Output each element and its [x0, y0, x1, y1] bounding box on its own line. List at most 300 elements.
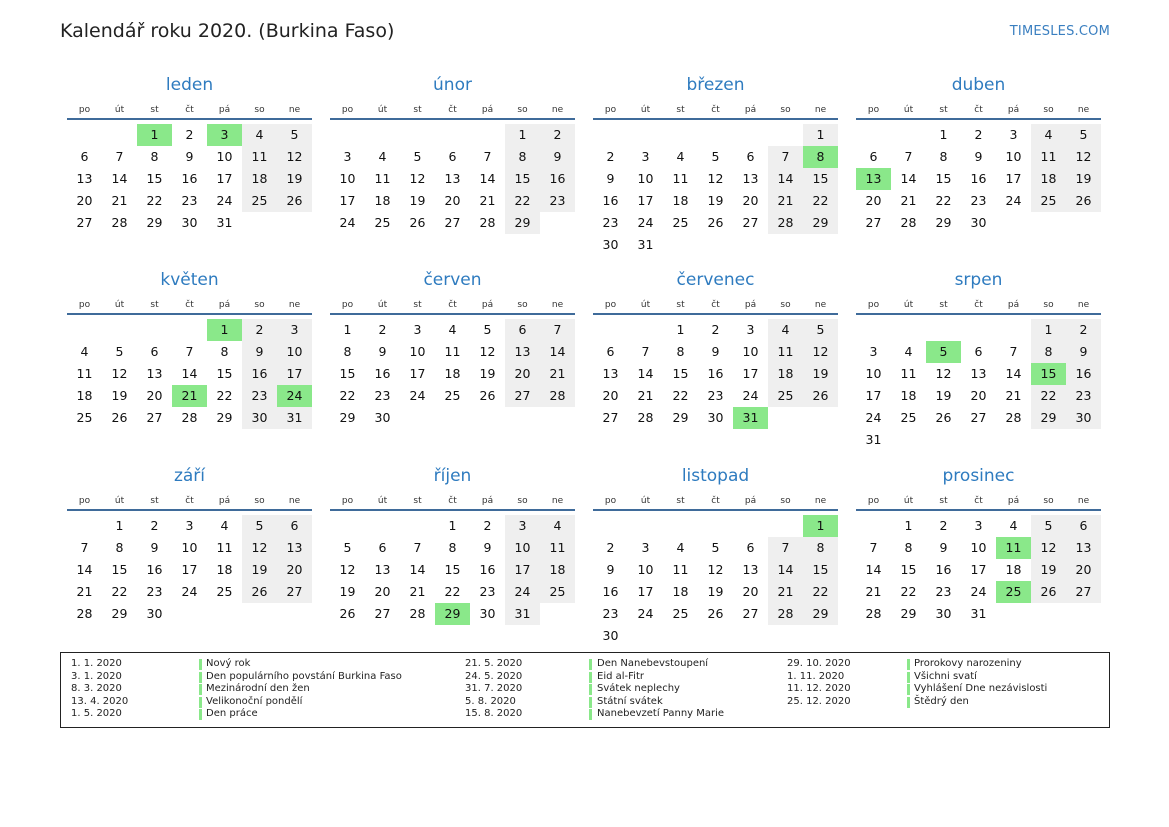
week-row: [330, 385, 575, 407]
day-cell: 15: [672, 366, 689, 381]
day-cell: 15: [935, 171, 952, 186]
day-cell: 26: [707, 606, 724, 621]
empty-day-cell: [628, 319, 663, 341]
weekday-label: ne: [1077, 496, 1090, 506]
empty-day-cell: [593, 319, 628, 341]
day-cell: 28: [111, 215, 128, 230]
day-cell: 15: [900, 562, 917, 577]
empty-day-cell: [768, 407, 803, 429]
legend-date: 31. 7. 2020: [465, 683, 523, 695]
weekday-label: st: [150, 496, 159, 506]
day-cell: 7: [80, 540, 89, 555]
empty-day-cell: [470, 124, 505, 146]
empty-day-cell: [137, 319, 172, 341]
weekday-label: po: [867, 496, 880, 506]
day-cell: 18: [1005, 562, 1022, 577]
empty-day-cell: [996, 212, 1031, 234]
weekday-label: pá: [744, 105, 757, 115]
week-row: [67, 581, 312, 603]
empty-day-cell: [996, 319, 1031, 341]
empty-day-cell: [207, 603, 242, 625]
weekday-label: po: [78, 105, 91, 115]
day-cell: 17: [505, 559, 540, 581]
legend-marker: [199, 672, 202, 683]
empty-day-cell: [803, 234, 838, 256]
day-cell: 9: [378, 344, 387, 359]
day-cell: 18: [242, 168, 277, 190]
empty-day-cell: [540, 212, 575, 234]
empty-day-cell: [172, 319, 207, 341]
month-title: říjen: [433, 466, 472, 486]
day-cell: 5: [711, 149, 720, 164]
day-cell: 10: [277, 341, 312, 363]
day-cell: 30: [707, 410, 724, 425]
weekday-label: ne: [288, 496, 301, 506]
day-cell: 22: [672, 388, 689, 403]
weekday-label: čt: [185, 496, 194, 506]
month-title: září: [173, 466, 206, 486]
weekday-header: [330, 104, 575, 120]
legend-date: 29. 10. 2020: [787, 658, 851, 669]
weekday-header: [593, 495, 838, 511]
day-cell: 24: [637, 215, 654, 230]
weekday-label: so: [780, 105, 791, 115]
legend-date: 1. 1. 2020: [71, 658, 122, 669]
day-cell: 31: [216, 215, 233, 230]
legend-marker: [907, 659, 910, 670]
site-link[interactable]: TIMESLES.COM: [1009, 24, 1110, 39]
day-cell: 2: [378, 322, 387, 337]
week-row: [67, 124, 312, 146]
day-cell: 1: [803, 124, 838, 146]
weekday-header: [856, 495, 1101, 511]
week-row: [593, 124, 838, 146]
day-cell: 10: [409, 344, 426, 359]
weekday-label: ne: [1077, 300, 1090, 310]
day-cell: 13: [146, 366, 163, 381]
day-cell: 5: [277, 124, 312, 146]
holiday-day-cell: 1: [207, 319, 242, 341]
day-cell: 8: [1031, 341, 1066, 363]
weekday-label: út: [903, 496, 914, 506]
day-cell: 7: [641, 344, 650, 359]
month-title: květen: [160, 270, 219, 290]
day-cell: 27: [602, 410, 619, 425]
day-cell: 26: [935, 410, 952, 425]
day-cell: 16: [970, 171, 987, 186]
weekday-label: st: [413, 300, 422, 310]
week-row: [856, 168, 1101, 190]
holiday-day-cell: 15: [1031, 363, 1066, 385]
legend-marker: [589, 672, 592, 683]
empty-day-cell: [733, 124, 768, 146]
day-cell: 9: [483, 540, 492, 555]
empty-day-cell: [628, 124, 663, 146]
weekday-label: čt: [448, 105, 457, 115]
day-cell: 21: [768, 190, 803, 212]
week-row: [593, 341, 838, 363]
day-cell: 21: [768, 581, 803, 603]
day-cell: 20: [865, 193, 882, 208]
week-row: [330, 190, 575, 212]
day-cell: 18: [900, 388, 917, 403]
day-cell: 13: [76, 171, 93, 186]
week-row: [67, 559, 312, 581]
day-cell: 11: [374, 171, 391, 186]
day-cell: 4: [448, 322, 457, 337]
weekday-label: čt: [448, 300, 457, 310]
day-cell: 25: [672, 606, 689, 621]
day-cell: 19: [707, 193, 724, 208]
day-cell: 12: [479, 344, 496, 359]
empty-day-cell: [470, 407, 505, 429]
weekday-label: pá: [744, 496, 757, 506]
day-cell: 13: [742, 171, 759, 186]
day-cell: 5: [1066, 124, 1101, 146]
day-cell: 23: [602, 215, 619, 230]
day-cell: 6: [746, 149, 755, 164]
day-cell: 12: [803, 341, 838, 363]
empty-day-cell: [172, 603, 207, 625]
day-cell: 17: [637, 193, 654, 208]
day-cell: 25: [374, 215, 391, 230]
day-cell: 10: [181, 540, 198, 555]
weekday-label: so: [254, 105, 265, 115]
day-cell: 9: [606, 562, 615, 577]
day-cell: 21: [540, 363, 575, 385]
day-cell: 24: [865, 410, 882, 425]
holiday-day-cell: 8: [803, 146, 838, 168]
empty-day-cell: [698, 625, 733, 647]
legend-date: 5. 8. 2020: [465, 695, 516, 707]
day-cell: 29: [146, 215, 163, 230]
legend-date: 25. 12. 2020: [787, 695, 851, 707]
weekday-label: ne: [1077, 105, 1090, 115]
weekday-label: so: [254, 496, 265, 506]
weekday-label: út: [640, 300, 651, 310]
day-cell: 2: [540, 124, 575, 146]
day-cell: 2: [185, 127, 194, 142]
day-cell: 7: [540, 319, 575, 341]
empty-day-cell: [698, 234, 733, 256]
week-row: [330, 168, 575, 190]
day-cell: 26: [409, 215, 426, 230]
week-row: [593, 319, 838, 341]
day-cell: 13: [505, 341, 540, 363]
week-row: [593, 212, 838, 234]
day-cell: 6: [869, 149, 878, 164]
day-cell: 14: [768, 559, 803, 581]
day-cell: 21: [409, 584, 426, 599]
day-cell: 13: [602, 366, 619, 381]
day-cell: 5: [115, 344, 124, 359]
day-cell: 30: [181, 215, 198, 230]
week-row: [67, 168, 312, 190]
legend-holiday-name: Velikonoční pondělí: [206, 695, 303, 707]
day-cell: 8: [448, 540, 457, 555]
weekday-label: st: [676, 105, 685, 115]
day-cell: 25: [1031, 190, 1066, 212]
day-cell: 19: [935, 388, 952, 403]
weekday-label: út: [377, 300, 388, 310]
empty-day-cell: [628, 515, 663, 537]
month-calendar: [330, 269, 575, 429]
day-cell: 13: [1066, 537, 1101, 559]
empty-day-cell: [1031, 429, 1066, 451]
weekday-label: po: [867, 105, 880, 115]
day-cell: 21: [111, 193, 128, 208]
day-cell: 26: [1066, 190, 1101, 212]
day-cell: 28: [479, 215, 496, 230]
legend-date: 8. 3. 2020: [71, 683, 122, 695]
month-calendar: [330, 74, 575, 234]
day-cell: 20: [1066, 559, 1101, 581]
day-cell: 1: [904, 518, 913, 533]
month-calendar: [67, 465, 312, 625]
empty-day-cell: [803, 407, 838, 429]
empty-day-cell: [242, 603, 277, 625]
day-cell: 10: [505, 537, 540, 559]
week-row: [593, 168, 838, 190]
day-cell: 28: [900, 215, 917, 230]
day-cell: 8: [676, 344, 685, 359]
day-cell: 7: [483, 149, 492, 164]
week-row: [67, 515, 312, 537]
day-cell: 16: [707, 366, 724, 381]
month-title: červen: [423, 270, 482, 290]
legend-marker: [589, 684, 592, 695]
holiday-day-cell: 25: [996, 581, 1031, 603]
weekday-label: so: [1043, 105, 1054, 115]
day-cell: 3: [277, 319, 312, 341]
empty-day-cell: [628, 625, 663, 647]
week-row: [593, 559, 838, 581]
weekday-label: čt: [711, 496, 720, 506]
empty-day-cell: [891, 319, 926, 341]
day-cell: 14: [479, 171, 496, 186]
week-row: [593, 234, 838, 256]
weekday-label: so: [517, 105, 528, 115]
day-cell: 2: [974, 127, 983, 142]
legend-date: 21. 5. 2020: [465, 658, 523, 669]
empty-day-cell: [540, 603, 575, 625]
day-cell: 15: [339, 366, 356, 381]
day-cell: 15: [216, 366, 233, 381]
day-cell: 2: [1066, 319, 1101, 341]
empty-day-cell: [996, 603, 1031, 625]
day-cell: 27: [742, 215, 759, 230]
weekday-label: čt: [974, 496, 983, 506]
day-cell: 11: [672, 562, 689, 577]
legend-holiday-name: Vyhlášení Dne nezávislosti: [914, 683, 1048, 695]
weekday-label: čt: [711, 300, 720, 310]
day-cell: 23: [602, 606, 619, 621]
day-cell: 2: [606, 540, 615, 555]
day-cell: 12: [707, 562, 724, 577]
legend-marker: [589, 659, 592, 670]
day-cell: 6: [606, 344, 615, 359]
day-cell: 9: [974, 149, 983, 164]
day-cell: 23: [242, 385, 277, 407]
empty-day-cell: [733, 625, 768, 647]
weekday-label: po: [341, 300, 354, 310]
weekday-label: po: [78, 496, 91, 506]
weekday-label: po: [78, 300, 91, 310]
day-cell: 26: [111, 410, 128, 425]
day-cell: 27: [374, 606, 391, 621]
day-cell: 19: [1066, 168, 1101, 190]
legend-holiday-name: Mezinárodní den žen: [206, 683, 310, 695]
day-cell: 16: [181, 171, 198, 186]
day-cell: 30: [602, 628, 619, 643]
day-cell: 9: [540, 146, 575, 168]
legend-date: 11. 12. 2020: [787, 683, 851, 695]
day-cell: 23: [181, 193, 198, 208]
day-cell: 7: [115, 149, 124, 164]
day-cell: 18: [672, 584, 689, 599]
day-cell: 23: [146, 584, 163, 599]
day-cell: 4: [80, 344, 89, 359]
holiday-day-cell: 3: [207, 124, 242, 146]
day-cell: 3: [1009, 127, 1018, 142]
month-calendar: [856, 74, 1101, 234]
day-cell: 19: [111, 388, 128, 403]
day-cell: 29: [505, 212, 540, 234]
day-cell: 9: [711, 344, 720, 359]
week-row: [67, 190, 312, 212]
month-calendar: [593, 269, 838, 429]
weekday-label: st: [150, 300, 159, 310]
day-cell: 28: [768, 603, 803, 625]
holiday-day-cell: 13: [856, 168, 891, 190]
day-cell: 14: [181, 366, 198, 381]
legend-holiday-name: Nový rok: [206, 658, 251, 669]
day-cell: 7: [185, 344, 194, 359]
day-cell: 11: [444, 344, 461, 359]
page-title: Kalendář roku 2020. (Burkina Faso): [60, 20, 395, 42]
empty-day-cell: [803, 625, 838, 647]
day-cell: 27: [742, 606, 759, 621]
week-row: [856, 363, 1101, 385]
legend-marker: [907, 672, 910, 683]
day-cell: 25: [672, 215, 689, 230]
week-row: [67, 603, 312, 625]
weekday-label: út: [903, 105, 914, 115]
day-cell: 20: [444, 193, 461, 208]
day-cell: 7: [869, 540, 878, 555]
weekday-label: st: [939, 496, 948, 506]
day-cell: 9: [1066, 341, 1101, 363]
empty-day-cell: [856, 124, 891, 146]
day-cell: 28: [181, 410, 198, 425]
weekday-label: st: [676, 496, 685, 506]
weekday-label: ne: [814, 496, 827, 506]
legend-marker: [199, 709, 202, 720]
day-cell: 8: [115, 540, 124, 555]
day-cell: 4: [904, 344, 913, 359]
week-row: [593, 603, 838, 625]
weekday-label: čt: [448, 496, 457, 506]
weekday-label: po: [341, 105, 354, 115]
day-cell: 24: [637, 606, 654, 621]
day-cell: 31: [865, 432, 882, 447]
day-cell: 10: [1005, 149, 1022, 164]
day-cell: 29: [803, 212, 838, 234]
day-cell: 10: [637, 562, 654, 577]
day-cell: 29: [339, 410, 356, 425]
day-cell: 25: [216, 584, 233, 599]
day-cell: 2: [150, 518, 159, 533]
day-cell: 24: [216, 193, 233, 208]
day-cell: 24: [505, 581, 540, 603]
day-cell: 2: [242, 319, 277, 341]
day-cell: 22: [216, 388, 233, 403]
empty-day-cell: [330, 124, 365, 146]
legend-holiday-name: Štědrý den: [914, 695, 969, 707]
month-title: leden: [165, 75, 214, 95]
weekday-label: st: [939, 105, 948, 115]
weekday-header: [856, 299, 1101, 315]
weekday-label: pá: [744, 300, 757, 310]
day-cell: 7: [768, 146, 803, 168]
day-cell: 10: [970, 540, 987, 555]
day-cell: 23: [707, 388, 724, 403]
weekday-label: so: [517, 300, 528, 310]
day-cell: 13: [374, 562, 391, 577]
empty-day-cell: [435, 407, 470, 429]
day-cell: 4: [676, 540, 685, 555]
empty-day-cell: [1066, 429, 1101, 451]
weekday-label: ne: [288, 105, 301, 115]
legend-date: 13. 4. 2020: [71, 695, 129, 707]
day-cell: 6: [974, 344, 983, 359]
day-cell: 8: [220, 344, 229, 359]
day-cell: 3: [641, 540, 650, 555]
month-title: srpen: [954, 270, 1003, 290]
day-cell: 22: [935, 193, 952, 208]
day-cell: 12: [935, 366, 952, 381]
day-cell: 17: [216, 171, 233, 186]
day-cell: 25: [242, 190, 277, 212]
day-cell: 25: [768, 385, 803, 407]
day-cell: 8: [803, 537, 838, 559]
day-cell: 5: [413, 149, 422, 164]
weekday-label: st: [939, 300, 948, 310]
week-row: [67, 341, 312, 363]
legend-holiday-name: Prorokovy narozeniny: [914, 658, 1022, 669]
month-title: listopad: [681, 466, 750, 486]
day-cell: 4: [242, 124, 277, 146]
day-cell: 17: [339, 193, 356, 208]
day-cell: 16: [935, 562, 952, 577]
weekday-label: po: [604, 496, 617, 506]
week-row: [593, 190, 838, 212]
week-row: [593, 515, 838, 537]
day-cell: 23: [935, 584, 952, 599]
day-cell: 29: [216, 410, 233, 425]
legend-holiday-name: Den populárního povstání Burkina Faso: [206, 670, 402, 682]
weekday-header: [330, 299, 575, 315]
legend-marker: [199, 697, 202, 708]
day-cell: 20: [742, 584, 759, 599]
day-cell: 15: [803, 559, 838, 581]
day-cell: 8: [939, 149, 948, 164]
holiday-day-cell: 11: [996, 537, 1031, 559]
day-cell: 24: [970, 584, 987, 599]
day-cell: 27: [1066, 581, 1101, 603]
day-cell: 21: [76, 584, 93, 599]
week-row: [330, 363, 575, 385]
